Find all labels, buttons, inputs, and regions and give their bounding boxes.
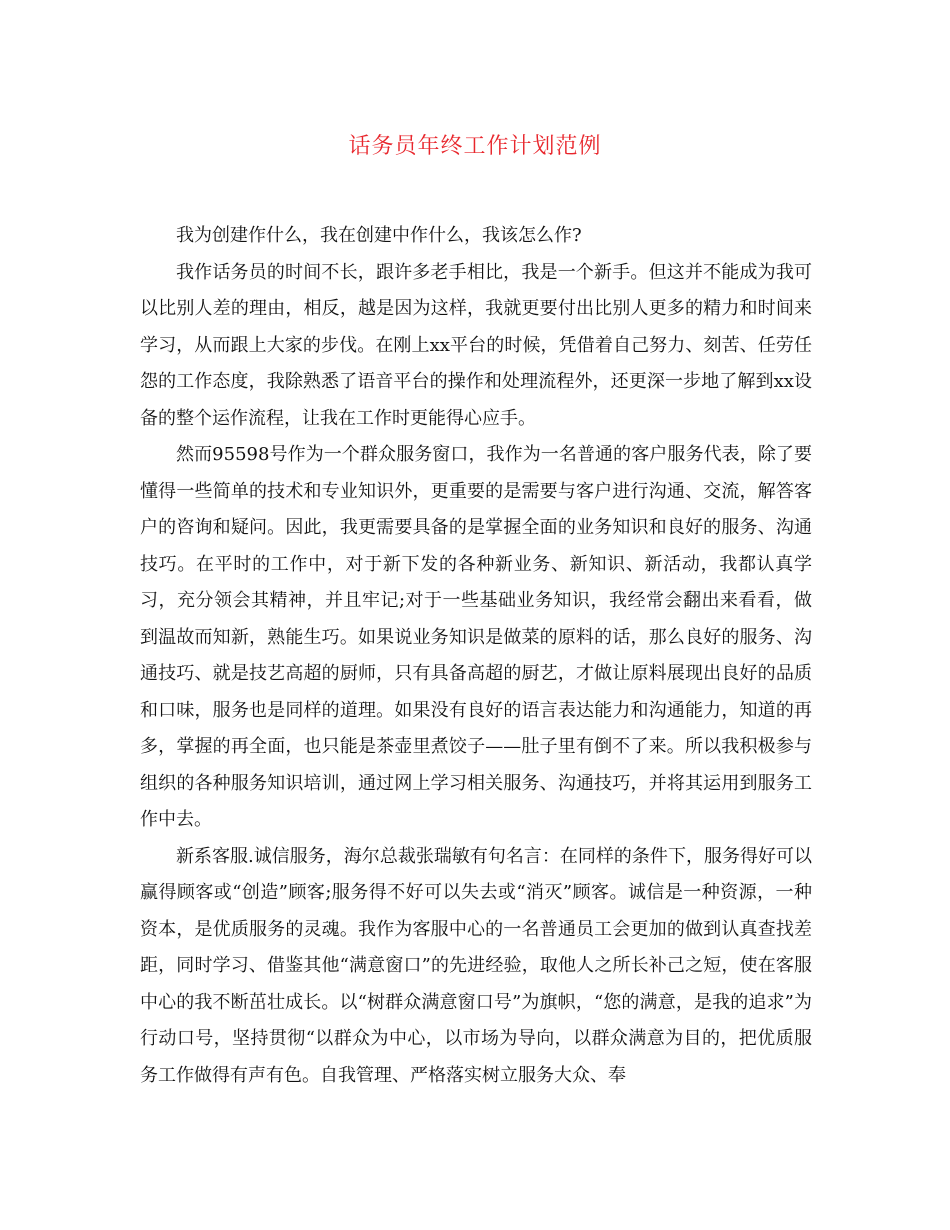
paragraph-3: 然而95598号作为一个群众服务窗口，我作为一名普通的客户服务代表，除了要懂得一些简单的技术和专业知识外，更重要的是需要与客户进行沟通、交流，解答客户的咨询和疑问。因此，我更需要具备的是掌握全面的业务知识和良好的服务、沟通技巧。在平时的工作中，对于新下发的各种新业务、新知识、新活动，我都认真学习，充分领会其精神，并且牢记;对于一些基础业务知识，我经常会翻出来看看，做到温故而知新，熟能生巧。如果说业务知识是做菜的原料的话，那么良好的服务、沟通技巧、就是技艺高超的厨师，只有具备高超的厨艺，才做让原料展现出良好的品质和口味，服务也是同样的道理。如果没有良好的语言表达能力和沟通能力，知道的再多，掌握的再全面，也只能是茶壶里煮饺子——肚子里有倒不了来。所以我积极参与组织的各种服务知识培训，通过网上学习相关服务、沟通技巧，并将其运用到服务工作中去。 (140, 444, 812, 830)
paragraph-4: 新系客服.诚信服务，海尔总裁张瑞敏有句名言：在同样的条件下，服务得好可以赢得顾客或“创造”顾客;服务得不好可以失去或“消灭”顾客。诚信是一种资源，一种资本，是优质服务的灵魂。我作为客服中心的一名普通员工会更加的做到认真查找差距，同时学习、借鉴其他“满意窗口”的先进经验，取他人之所长补己之短，使在客服中心的我不断茁壮成长。以“树群众满意窗口号”为旗帜，“您的满意，是我的追求”为行动口号，坚持贯彻“以群众为中心，以市场为导向，以群众满意为目的，把优质服务工作做得有声有色。自我管理、严格落实树立服务大众、奉 (140, 845, 812, 1086)
document-body (140, 218, 812, 1094)
paragraph-2: 我作话务员的时间不长，跟许多老手相比，我是一个新手。但这并不能成为我可以比别人差的理由，相反，越是因为这样，我就更要付出比别人更多的精力和时间来学习，从而跟上大家的步伐。在刚上xx平台的时候，凭借着自己努力、刻苦、任劳任怨的工作态度，我除熟悉了语音平台的操作和处理流程外，还更深一步地了解到xx设备的整个运作流程，让我在工作时更能得心应手。 (140, 261, 812, 429)
paragraph-1: 我为创建作什么，我在创建中作什么，我该怎么作? (176, 225, 582, 246)
document-title: 话务员年终工作计划范例 (348, 134, 602, 159)
